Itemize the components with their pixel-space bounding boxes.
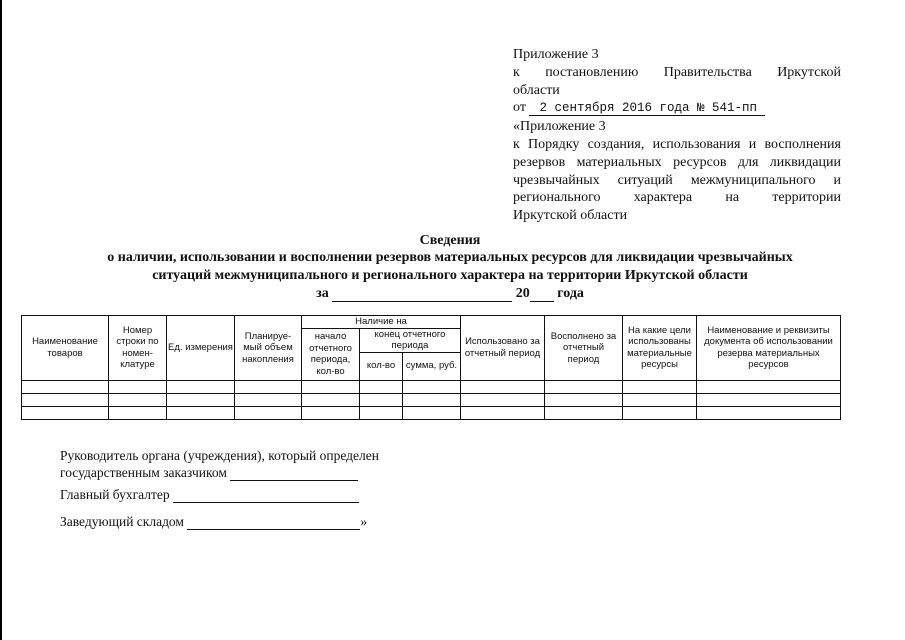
appendix-block — [513, 46, 841, 225]
year-blank[interactable] — [530, 287, 554, 302]
appendix-reference: к постановлению Правительства Иркутской — [513, 64, 841, 80]
closing-quote: » — [360, 514, 368, 529]
appendix-region: области — [513, 82, 560, 98]
table-cell[interactable] — [167, 380, 235, 393]
head-label-cont: государственным заказчиком — [60, 464, 379, 481]
table-cell[interactable] — [545, 380, 623, 393]
table-row — [22, 406, 841, 419]
table-cell[interactable] — [109, 393, 167, 406]
header-availability: Наличие на — [302, 316, 461, 329]
warehouse-label: Заведующий складом — [60, 514, 184, 529]
header-period-end: конец отчетного периода — [360, 328, 461, 352]
table-cell[interactable] — [697, 393, 841, 406]
inner-appendix-line: резервов материальных ресурсов для ликвидации — [513, 154, 841, 170]
header-replenished: Восполнено за отчетный период — [545, 316, 623, 381]
head-signature-line[interactable] — [230, 466, 358, 481]
warehouse-signature-line[interactable] — [187, 515, 360, 530]
header-purposes: На какие цели использованы материальные ресурсы — [623, 316, 697, 381]
table-cell[interactable] — [697, 406, 841, 419]
table-cell[interactable] — [22, 406, 109, 419]
table-cell[interactable] — [302, 393, 360, 406]
signature-head — [60, 447, 379, 481]
inner-appendix-line: к Порядку создания, использования и восполнения — [513, 136, 841, 152]
table-cell[interactable] — [697, 380, 841, 393]
table-cell[interactable] — [302, 406, 360, 419]
table-cell[interactable] — [403, 406, 461, 419]
table-cell[interactable] — [545, 393, 623, 406]
title-subtitle: ситуаций межмуниципального и регионального характера на территории Иркутской области — [152, 267, 748, 283]
table-cell[interactable] — [302, 380, 360, 393]
table-cell[interactable] — [235, 406, 302, 419]
document-title — [60, 232, 840, 302]
signature-warehouse — [60, 513, 367, 530]
reporting-period — [316, 285, 584, 302]
table-cell[interactable] — [22, 380, 109, 393]
inner-appendix-title: «Приложение 3 — [513, 119, 606, 135]
table-cell[interactable] — [235, 380, 302, 393]
period-blank[interactable] — [332, 287, 512, 302]
header-end-sum: сумма, руб. — [403, 352, 461, 380]
table-cell[interactable] — [461, 393, 545, 406]
table-cell[interactable] — [360, 393, 403, 406]
table-cell[interactable] — [623, 406, 697, 419]
table-cell[interactable] — [403, 393, 461, 406]
header-used: Использовано за отчетный период — [461, 316, 545, 381]
header-period-start: начало отчетного периода, кол-во — [302, 328, 360, 380]
accountant-signature-line[interactable] — [173, 488, 359, 503]
inner-appendix-line: Иркутской области — [513, 208, 628, 224]
table-cell[interactable] — [360, 406, 403, 419]
header-document: Наименование и реквизиты документа об использовании резерва материальных ресурсов — [697, 316, 841, 381]
table-cell[interactable] — [167, 393, 235, 406]
table-cell[interactable] — [22, 393, 109, 406]
table-cell[interactable] — [360, 380, 403, 393]
period-prefix: за — [316, 285, 329, 301]
resolution-date-number: 2 сентября 2016 года № 541-пп — [529, 101, 765, 116]
table-cell[interactable] — [167, 406, 235, 419]
signature-accountant — [60, 486, 359, 503]
scan-edge — [0, 0, 2, 640]
title-heading: Сведения — [419, 233, 481, 248]
head-label: Руководитель органа (учреждения), который определен — [60, 448, 379, 463]
table-cell[interactable] — [623, 393, 697, 406]
year-prefix: 20 — [515, 285, 530, 301]
table-cell[interactable] — [403, 380, 461, 393]
header-row-number: Номер строки по номен-клатуре — [109, 316, 167, 381]
table-cell[interactable] — [109, 406, 167, 419]
table-cell[interactable] — [235, 393, 302, 406]
appendix-date-line — [513, 99, 841, 118]
date-prefix: от — [513, 100, 526, 116]
accountant-label: Главный бухгалтер — [60, 487, 170, 502]
table-body — [22, 380, 841, 419]
appendix-title: Приложение 3 — [513, 47, 599, 62]
header-end-quantity: кол-во — [360, 352, 403, 380]
inner-appendix-line: чрезвычайных ситуаций межмуниципального и — [513, 172, 841, 188]
header-unit: Ед. измерения — [167, 316, 235, 381]
table-row — [22, 393, 841, 406]
inner-appendix-line: регионального характера на территории — [513, 190, 841, 206]
table-cell[interactable] — [461, 406, 545, 419]
reserves-table — [21, 315, 841, 420]
table-cell[interactable] — [109, 380, 167, 393]
table-cell[interactable] — [461, 380, 545, 393]
table-cell[interactable] — [545, 406, 623, 419]
table-row — [22, 380, 841, 393]
header-name: Наименование товаров — [22, 316, 109, 381]
year-suffix: года — [557, 285, 584, 301]
title-subtitle: о наличии, использовании и восполнении резервов материальных ресурсов для ликвидации чрезвычайных — [107, 250, 793, 266]
header-planned: Планируе-мый объем накопления — [235, 316, 302, 381]
table-cell[interactable] — [623, 380, 697, 393]
